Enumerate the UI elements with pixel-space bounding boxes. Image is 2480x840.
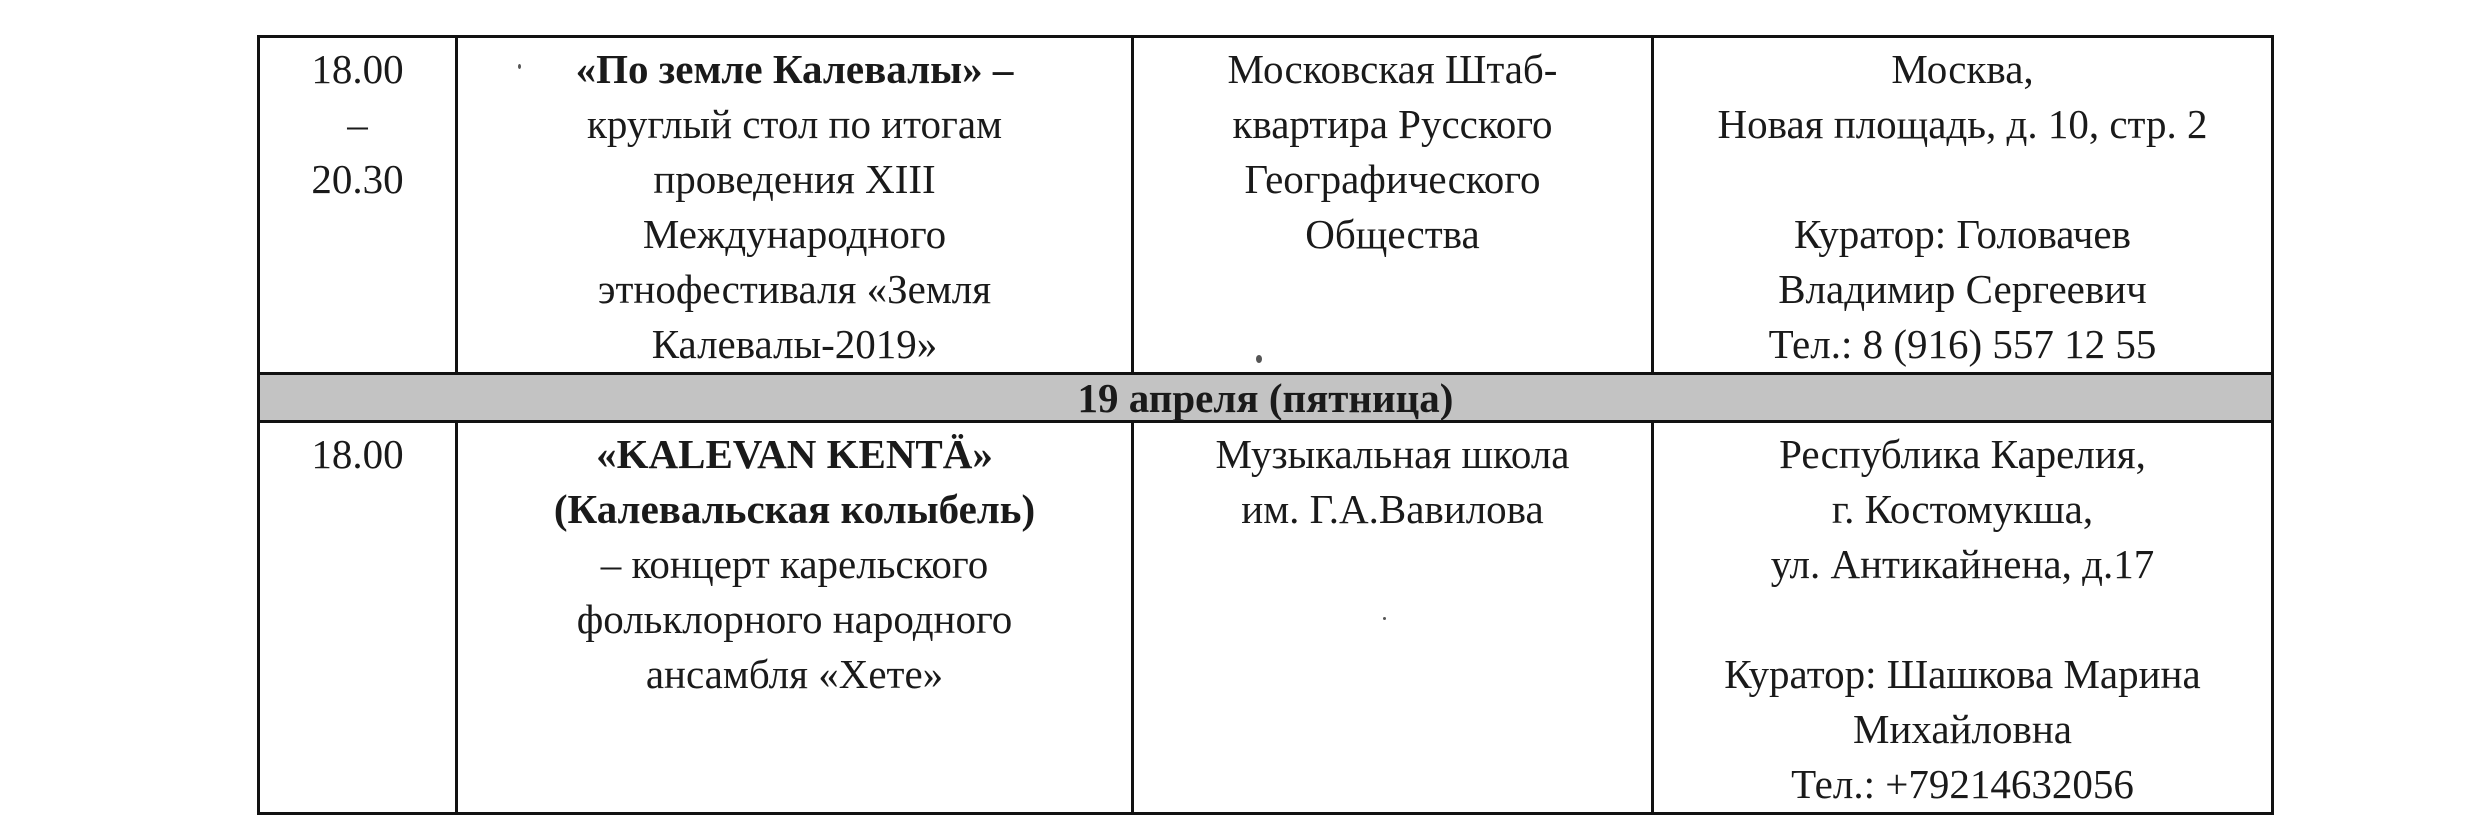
spacer bbox=[1662, 152, 2263, 207]
curator-line: Куратор: Головачев bbox=[1794, 211, 2131, 257]
venue-cell bbox=[1133, 422, 1653, 814]
venue-line: Общества bbox=[1305, 211, 1480, 257]
venue-line: Московская Штаб- bbox=[1227, 46, 1558, 92]
time-start: 18.00 bbox=[311, 431, 404, 477]
event-cell bbox=[457, 422, 1133, 814]
event-desc-line: проведения XIII bbox=[653, 156, 936, 202]
curator-line: Куратор: Шашкова Марина bbox=[1724, 651, 2201, 697]
venue-line: Музыкальная школа bbox=[1215, 431, 1570, 477]
event-desc-line: этнофестиваля «Земля bbox=[597, 266, 992, 312]
spacer bbox=[1662, 592, 2263, 647]
time-start: 18.00 bbox=[311, 46, 404, 92]
time-cell bbox=[259, 37, 457, 374]
curator-phone: Тел.: +79214632056 bbox=[1791, 761, 2134, 807]
event-title: «KALEVAN KENTÄ» bbox=[596, 431, 993, 477]
date-row bbox=[259, 374, 2273, 422]
contact-cell bbox=[1653, 422, 2273, 814]
table-row bbox=[259, 37, 2273, 374]
address-line: г. Костомукша, bbox=[1831, 486, 2094, 532]
event-desc-line: – концерт карельского bbox=[600, 541, 989, 587]
event-desc-line: ансамбля «Хете» bbox=[645, 651, 944, 697]
event-title: «По земле Калевалы» – bbox=[575, 46, 1014, 92]
scan-speck bbox=[1256, 355, 1262, 363]
time-end: 20.30 bbox=[311, 156, 404, 202]
venue-line: Географического bbox=[1244, 156, 1541, 202]
scan-speck bbox=[1383, 617, 1386, 620]
event-subtitle: (Калевальская колыбель) bbox=[553, 486, 1036, 532]
event-desc-line: Калевалы-2019» bbox=[651, 321, 938, 367]
event-cell bbox=[457, 37, 1133, 374]
contact-cell bbox=[1653, 37, 2273, 374]
table-row bbox=[259, 422, 2273, 814]
event-desc-line: круглый стол по итогам bbox=[586, 101, 1003, 147]
curator-line: Михайловна bbox=[1853, 706, 2072, 752]
date-header: 19 апреля (пятница) bbox=[259, 374, 2273, 422]
address-line: Москва, bbox=[1891, 46, 2034, 92]
curator-line: Владимир Сергеевич bbox=[1778, 266, 2147, 312]
venue-cell bbox=[1133, 37, 1653, 374]
address-line: Новая площадь, д. 10, стр. 2 bbox=[1717, 101, 2208, 147]
venue-line: квартира Русского bbox=[1232, 101, 1553, 147]
venue-line: им. Г.А.Вавилова bbox=[1241, 486, 1544, 532]
event-desc-line: фольклорного народного bbox=[576, 596, 1013, 642]
event-desc-line: Международного bbox=[642, 211, 947, 257]
address-line: ул. Антикайнена, д.17 bbox=[1770, 541, 2155, 587]
time-dash: – bbox=[347, 101, 368, 147]
schedule-table bbox=[257, 35, 2274, 815]
time-cell bbox=[259, 422, 457, 814]
curator-phone: Тел.: 8 (916) 557 12 55 bbox=[1768, 321, 2157, 367]
scan-speck bbox=[518, 64, 521, 69]
address-line: Республика Карелия, bbox=[1779, 431, 2146, 477]
